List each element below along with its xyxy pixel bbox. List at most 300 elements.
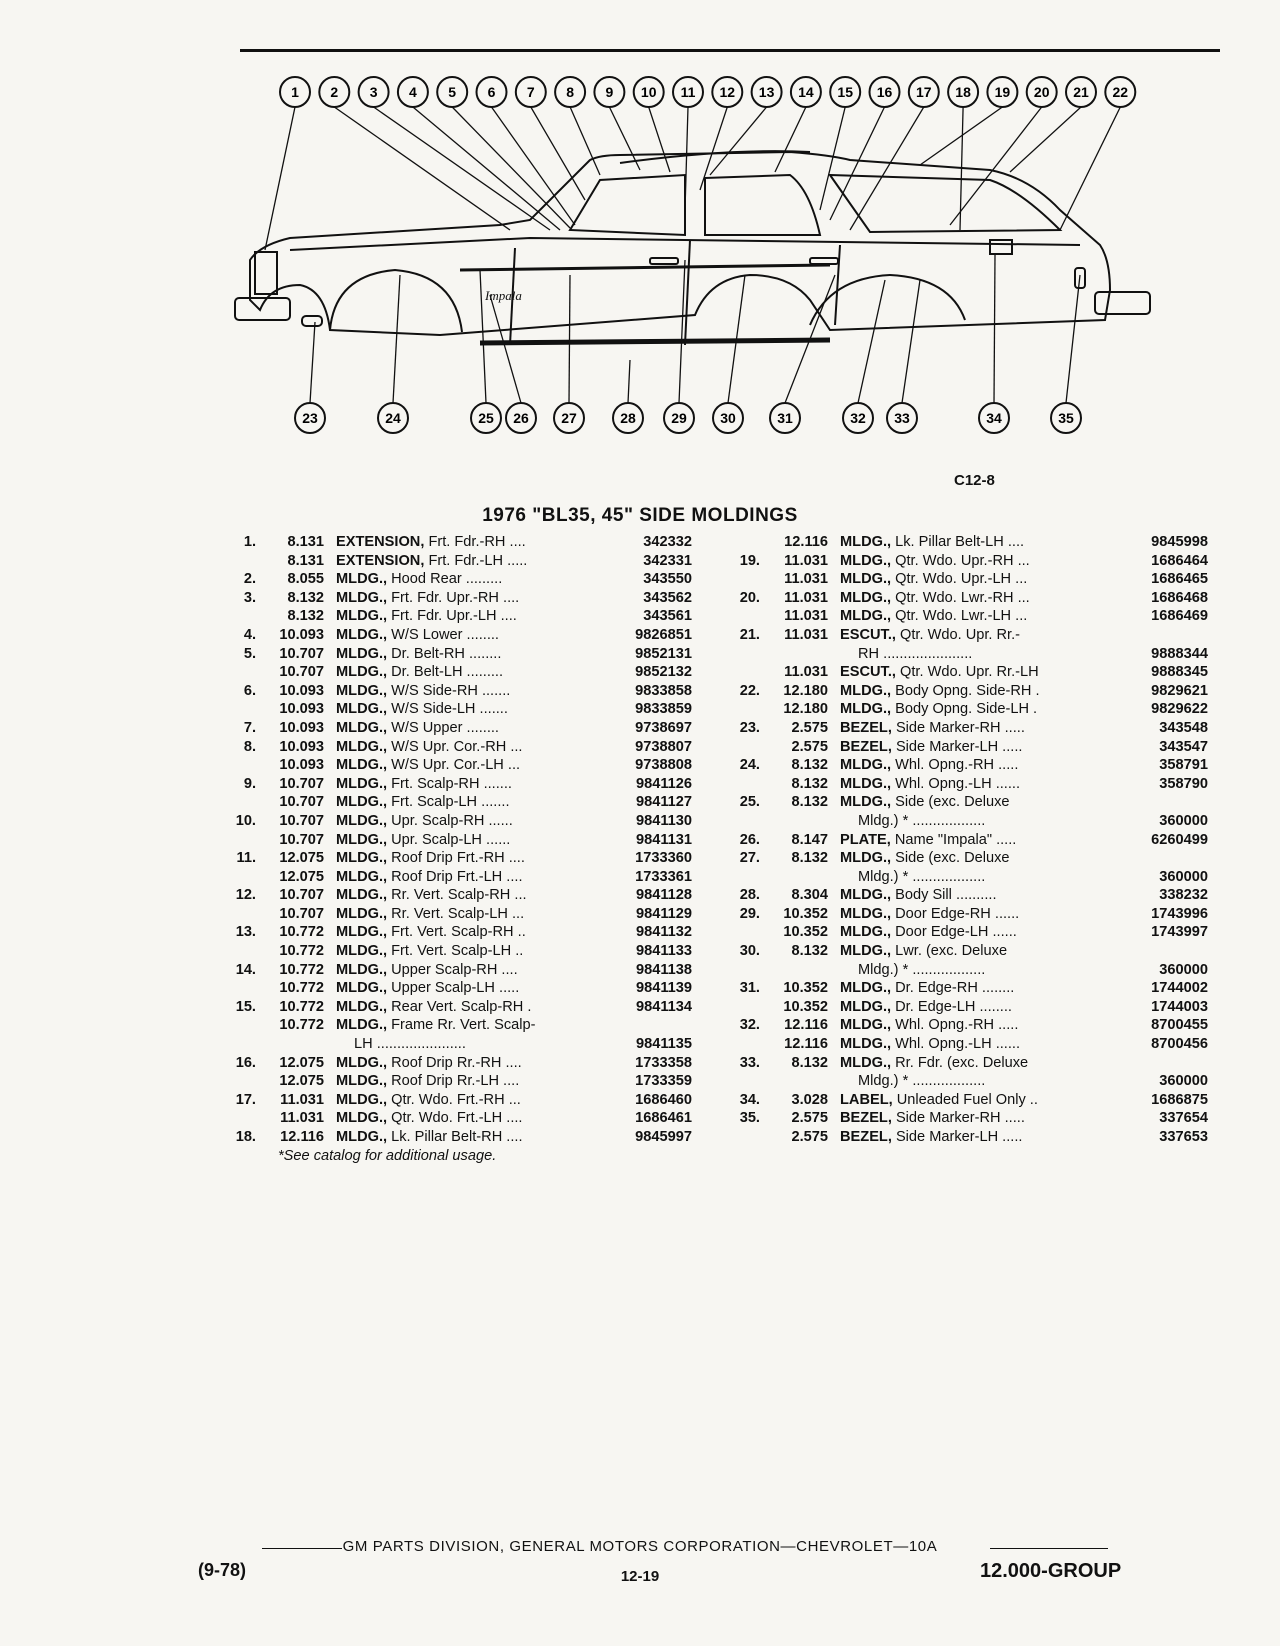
part-description [840, 682, 1118, 701]
callout-35 [1051, 403, 1081, 433]
part-description [336, 533, 602, 552]
parts-row [218, 570, 692, 589]
part-description [840, 738, 1118, 757]
leader-line [569, 275, 570, 403]
leader-line [413, 107, 560, 230]
parts-row [218, 979, 692, 998]
part-detail: Upr. Scalp-LH ...... [387, 831, 511, 848]
parts-row [218, 812, 692, 831]
parts-row [218, 868, 692, 887]
part-description [336, 998, 602, 1017]
part-description [840, 589, 1118, 608]
part-keyword: MLDG., [336, 1073, 388, 1090]
part-number: 360000 [1159, 812, 1208, 829]
callout-17 [909, 77, 939, 107]
part-number [1118, 626, 1208, 645]
callout-1 [280, 77, 310, 107]
item-number: 23. [739, 719, 760, 736]
part-keyword: MLDG., [840, 943, 892, 960]
part-keyword: MLDG., [336, 701, 388, 718]
item-number: 24. [739, 757, 760, 774]
part-description [336, 793, 602, 812]
part-detail: Hood Rear ......... [387, 571, 503, 588]
part-number: 9888345 [1151, 664, 1208, 681]
svg-text:26: 26 [513, 410, 529, 426]
item-number: 1. [243, 534, 256, 550]
item-number [722, 812, 760, 831]
part-keyword: MLDG., [336, 812, 388, 829]
part-number: 343548 [1159, 719, 1208, 736]
parts-row [722, 868, 1208, 887]
callout-31 [770, 403, 800, 433]
leader-line [310, 322, 315, 403]
part-description [336, 1128, 602, 1147]
callout-19 [987, 77, 1017, 107]
svg-text:33: 33 [894, 410, 910, 426]
group-number: 10.707 [279, 645, 324, 662]
part-detail: Qtr. Wdo. Frt.-RH ... [387, 1091, 521, 1108]
item-number: 14. [235, 961, 256, 978]
part-detail: W/S Lower ........ [387, 626, 499, 643]
group-number: 10.352 [783, 980, 828, 997]
parts-row [722, 570, 1208, 589]
part-keyword: ESCUT., [840, 626, 896, 643]
parts-row [722, 682, 1208, 701]
callout-11 [673, 77, 703, 107]
part-description [336, 645, 602, 664]
part-number: 337653 [1159, 1129, 1208, 1145]
parts-row [218, 1016, 692, 1035]
callout-26 [506, 403, 536, 433]
part-number: 1743996 [1151, 905, 1208, 922]
part-detail: Rr. Vert. Scalp-LH ... [387, 905, 525, 922]
part-number: 1733358 [635, 1054, 692, 1071]
footer-publisher: GM PARTS DIVISION, GENERAL MOTORS CORPORATION—CHEVROLET—10A [342, 1538, 938, 1555]
front-wheel-opening [330, 270, 462, 332]
svg-text:25: 25 [478, 410, 494, 426]
parts-row [218, 1072, 692, 1091]
footnote: *See catalog for additional usage. [278, 1147, 497, 1164]
part-description [336, 905, 602, 924]
item-number: 10. [235, 812, 256, 829]
part-number: 9841126 [635, 775, 692, 792]
parts-row [722, 775, 1208, 794]
part-number: 9841135 [635, 1036, 692, 1053]
svg-text:3: 3 [369, 84, 378, 100]
item-number: 26. [739, 831, 760, 848]
svg-text:1: 1 [291, 84, 299, 100]
part-detail: LH ...................... [354, 1036, 466, 1053]
parts-row [722, 793, 1208, 812]
part-detail: Rear Vert. Scalp-RH . [387, 998, 532, 1015]
parts-row [722, 979, 1208, 998]
part-keyword: BEZEL, [840, 1129, 892, 1145]
parts-row [218, 886, 692, 905]
part-number: 1733360 [635, 850, 692, 867]
part-number: 342332 [643, 534, 692, 550]
group-number: 10.707 [279, 831, 324, 848]
part-description [840, 1016, 1118, 1035]
part-description [336, 700, 602, 719]
svg-text:15: 15 [837, 84, 853, 100]
parts-row [722, 1128, 1208, 1147]
parts-row [218, 719, 692, 738]
car-side-diagram [230, 60, 1210, 500]
callout-12 [712, 77, 742, 107]
part-description [840, 923, 1118, 942]
group-number: 12.116 [280, 1129, 324, 1145]
item-number [722, 645, 760, 664]
part-detail: Lk. Pillar Belt-LH .... [891, 534, 1025, 550]
part-detail: Mldg.) * .................. [858, 961, 986, 978]
item-number [218, 1016, 256, 1035]
parts-row [722, 738, 1208, 757]
parts-row [722, 719, 1208, 738]
part-keyword: EXTENSION, [336, 534, 425, 550]
part-keyword: MLDG., [336, 1110, 388, 1127]
part-description [336, 1054, 602, 1073]
part-keyword: MLDG., [840, 589, 892, 606]
part-number: 9833858 [635, 682, 692, 699]
group-number: 10.707 [279, 887, 324, 904]
part-description [840, 998, 1118, 1017]
impala-script: Impala [485, 288, 522, 303]
parts-row [722, 1054, 1208, 1073]
part-description [336, 607, 602, 626]
item-number: 18. [235, 1129, 256, 1145]
svg-text:4: 4 [409, 84, 417, 100]
parts-row [722, 607, 1208, 626]
part-description [840, 849, 1118, 868]
part-keyword: EXTENSION, [336, 552, 425, 569]
group-number: 10.093 [279, 738, 324, 755]
parts-row [218, 552, 692, 571]
callout-24 [378, 403, 408, 433]
svg-text:23: 23 [302, 410, 318, 426]
part-keyword: MLDG., [840, 608, 892, 625]
part-number: 9841139 [635, 980, 692, 997]
part-description [840, 1091, 1118, 1110]
parts-row [722, 552, 1208, 571]
part-keyword: MLDG., [336, 961, 388, 978]
part-keyword: MLDG., [336, 794, 388, 811]
part-description [840, 905, 1118, 924]
item-number [722, 570, 760, 589]
group-number: 8.132 [791, 1054, 828, 1071]
part-description [840, 626, 1118, 645]
part-keyword: MLDG., [336, 775, 388, 792]
item-number: 32. [739, 1017, 760, 1034]
item-number [722, 1128, 760, 1147]
part-keyword: MLDG., [840, 794, 892, 811]
item-number [722, 1072, 760, 1091]
door-handle-front [650, 258, 678, 264]
group-number: 11.031 [784, 664, 828, 681]
group-number: 10.707 [279, 905, 324, 922]
callout-14 [791, 77, 821, 107]
part-detail: Qtr. Wdo. Upr.-LH ... [891, 571, 1028, 588]
part-number: 358790 [1159, 775, 1208, 792]
leader-line [609, 107, 640, 170]
part-keyword: MLDG., [840, 1017, 892, 1034]
group-number: 10.352 [783, 998, 828, 1015]
callout-23 [295, 403, 325, 433]
svg-text:9: 9 [605, 84, 614, 100]
part-number: 9841133 [635, 943, 692, 960]
part-keyword: BEZEL, [840, 719, 892, 736]
part-detail: Frt. Fdr. Upr.-LH .... [387, 608, 517, 625]
part-detail: Roof Drip Rr.-RH .... [387, 1054, 522, 1071]
part-number: 1686461 [635, 1110, 692, 1127]
leader-line [374, 107, 550, 230]
part-description [336, 961, 602, 980]
part-keyword: MLDG., [336, 682, 388, 699]
parts-row [722, 942, 1208, 961]
svg-text:13: 13 [758, 84, 775, 100]
parts-row [722, 533, 1208, 552]
part-number: 9829621 [1151, 682, 1208, 699]
front-window [570, 175, 685, 235]
item-number [218, 1035, 256, 1054]
leader-line [649, 107, 670, 172]
part-detail: Upr. Scalp-RH ...... [387, 812, 513, 829]
parts-row [722, 923, 1208, 942]
part-keyword: MLDG., [336, 1129, 388, 1145]
group-number: 2.575 [791, 1110, 828, 1127]
part-detail: Side (exc. Deluxe [891, 794, 1010, 811]
part-number: 1743997 [1151, 924, 1208, 941]
part-number: 1686875 [1151, 1091, 1208, 1108]
part-number: 9841134 [635, 998, 692, 1015]
part-description [336, 719, 602, 738]
leader-line [994, 255, 995, 403]
part-description [840, 570, 1118, 589]
group-number: 3.028 [791, 1091, 828, 1108]
group-number: 11.031 [280, 1091, 324, 1108]
item-number [218, 905, 256, 924]
item-number: 35. [739, 1110, 760, 1127]
part-number [1118, 942, 1208, 961]
part-detail: Body Opng. Side-RH . [891, 682, 1040, 699]
parts-row [722, 589, 1208, 608]
part-number: 9841138 [635, 961, 692, 978]
group-number: 10.352 [783, 905, 828, 922]
part-detail: Qtr. Wdo. Lwr.-RH ... [891, 589, 1030, 606]
item-number: 5. [243, 645, 256, 662]
callout-7 [516, 77, 546, 107]
callout-18 [948, 77, 978, 107]
part-number: 1686469 [1151, 608, 1208, 625]
svg-text:19: 19 [994, 84, 1011, 100]
part-keyword: MLDG., [336, 1017, 388, 1034]
part-detail: Frt. Scalp-LH ....... [387, 794, 510, 811]
part-detail: Upper Scalp-LH ..... [387, 980, 520, 997]
parts-row [722, 849, 1208, 868]
group-number: 10.772 [279, 998, 324, 1015]
part-detail: Whl. Opng.-LH ...... [891, 775, 1021, 792]
part-keyword: MLDG., [336, 738, 388, 755]
group-number: 10.772 [279, 943, 324, 960]
group-number: 10.352 [783, 924, 828, 941]
group-number [760, 812, 828, 831]
part-keyword: MLDG., [840, 757, 892, 774]
callout-13 [752, 77, 782, 107]
item-number [722, 775, 760, 794]
group-number: 10.772 [279, 961, 324, 978]
part-keyword: MLDG., [840, 571, 892, 588]
part-keyword: MLDG., [336, 626, 388, 643]
callout-8 [555, 77, 585, 107]
part-detail: Side Marker-RH ..... [891, 1110, 1025, 1127]
parts-row [722, 626, 1208, 645]
svg-text:29: 29 [671, 410, 687, 426]
item-number: 30. [739, 943, 760, 960]
part-detail: Lwr. (exc. Deluxe [891, 943, 1008, 960]
item-number: 9. [243, 775, 256, 792]
group-number: 12.075 [279, 850, 324, 867]
leader-line [1010, 107, 1081, 172]
part-description [354, 1035, 602, 1054]
group-number: 12.180 [783, 701, 828, 718]
parts-row [218, 533, 692, 552]
callout-4 [398, 77, 428, 107]
part-description [840, 700, 1118, 719]
parts-row [722, 812, 1208, 831]
part-description [336, 812, 602, 831]
svg-text:35: 35 [1058, 410, 1074, 426]
figure-code: C12-8 [954, 472, 995, 489]
item-number: 11. [236, 850, 256, 867]
parts-row [218, 738, 692, 757]
rear-bumper [1095, 292, 1150, 314]
part-description [840, 831, 1118, 850]
leader-line [1066, 275, 1080, 403]
group-number: 2.575 [791, 738, 828, 755]
svg-text:21: 21 [1073, 84, 1089, 100]
parts-row [722, 961, 1208, 980]
group-number: 8.132 [791, 757, 828, 774]
part-number: 1733359 [635, 1073, 692, 1090]
group-number: 8.132 [791, 794, 828, 811]
part-keyword: MLDG., [840, 924, 892, 941]
part-keyword: MLDG., [840, 887, 892, 904]
svg-text:27: 27 [561, 410, 577, 426]
leader-line [1060, 107, 1120, 230]
part-detail: Frt. Scalp-RH ....... [387, 775, 512, 792]
parts-row [218, 905, 692, 924]
part-detail: W/S Side-LH ....... [387, 701, 508, 718]
item-number [218, 1072, 256, 1091]
part-keyword: MLDG., [336, 589, 388, 606]
item-number [218, 942, 256, 961]
item-number: 28. [739, 887, 760, 904]
group-number: 10.772 [279, 924, 324, 941]
part-keyword: MLDG., [336, 719, 388, 736]
group-number [760, 961, 828, 980]
part-keyword: MLDG., [840, 850, 892, 867]
item-number [722, 700, 760, 719]
item-number [722, 738, 760, 757]
part-description [840, 886, 1118, 905]
part-description [840, 719, 1118, 738]
part-description [840, 793, 1118, 812]
item-number: 22. [739, 682, 760, 699]
part-description [840, 775, 1118, 794]
part-detail: Side (exc. Deluxe [891, 850, 1010, 867]
part-number: 9826851 [635, 626, 692, 643]
svg-text:20: 20 [1033, 84, 1050, 100]
part-detail: Qtr. Wdo. Upr.-RH ... [891, 552, 1030, 569]
item-number: 3. [243, 589, 256, 606]
part-keyword: MLDG., [336, 924, 388, 941]
parts-row [218, 756, 692, 775]
part-number: 342331 [643, 552, 692, 569]
group-number: 10.093 [279, 701, 324, 718]
part-description [336, 831, 602, 850]
part-keyword: MLDG., [336, 608, 388, 625]
footer-date: (9-78) [198, 1560, 247, 1580]
part-detail: Roof Drip Frt.-RH .... [387, 850, 525, 867]
part-keyword: MLDG., [840, 682, 892, 699]
part-detail: Rr. Fdr. (exc. Deluxe [891, 1054, 1029, 1071]
svg-text:30: 30 [720, 410, 736, 426]
item-number: 19. [739, 552, 760, 569]
part-number: 1686460 [635, 1091, 692, 1108]
group-number: 8.132 [791, 850, 828, 867]
part-number: 9738807 [635, 738, 692, 755]
leader-line [710, 107, 767, 175]
part-keyword: MLDG., [840, 775, 892, 792]
parts-row [722, 756, 1208, 775]
parts-row [218, 961, 692, 980]
part-number: 9738808 [635, 757, 692, 774]
callout-16 [870, 77, 900, 107]
part-keyword: MLDG., [840, 552, 892, 569]
page-title: 1976 "BL35, 45" SIDE MOLDINGS [482, 505, 798, 526]
part-detail: Frt. Fdr.-LH ..... [424, 552, 528, 569]
parts-row [218, 1128, 692, 1147]
group-number: 12.075 [279, 868, 324, 885]
parts-row [722, 1035, 1208, 1054]
leader-line [628, 360, 630, 403]
item-number [218, 831, 256, 850]
part-keyword: MLDG., [336, 980, 388, 997]
part-keyword: BEZEL, [840, 738, 892, 755]
part-number: 9841130 [635, 812, 692, 829]
part-number: 1686464 [1151, 552, 1208, 569]
part-number [1118, 793, 1208, 812]
group-number: 10.707 [279, 794, 324, 811]
part-detail: Lk. Pillar Belt-RH .... [387, 1129, 523, 1145]
part-detail: Whl. Opng.-LH ...... [891, 1036, 1021, 1053]
group-number: 10.772 [279, 980, 324, 997]
callout-34 [979, 403, 1009, 433]
parts-list-left [218, 533, 692, 1165]
part-description [336, 589, 602, 608]
part-keyword: MLDG., [840, 701, 892, 718]
item-number: 2. [243, 571, 256, 588]
fuel-door [990, 240, 1012, 254]
item-number: 6. [243, 682, 256, 699]
part-description [840, 663, 1118, 682]
group-number: 8.132 [287, 589, 324, 606]
leader-line [920, 107, 1002, 165]
part-description [336, 626, 602, 645]
leader-line [265, 107, 295, 250]
belt-line [290, 238, 1080, 250]
part-number: 8700455 [1151, 1017, 1208, 1034]
item-number [218, 868, 256, 887]
